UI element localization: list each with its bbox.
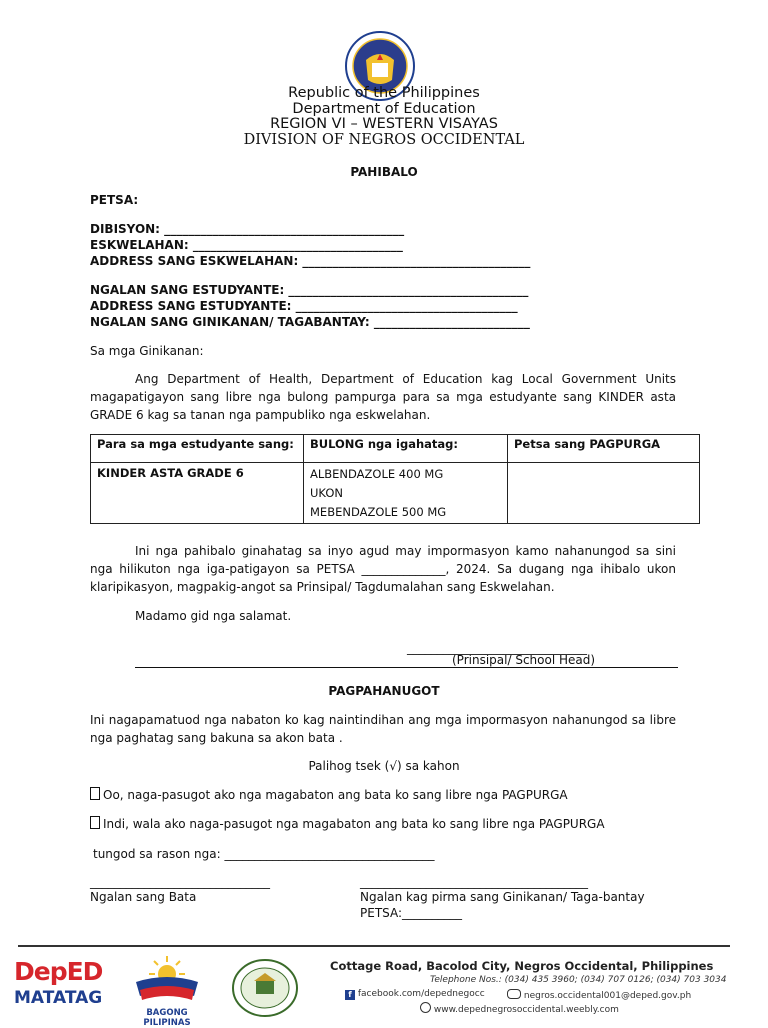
field-ngalan-ginikanan: NGALAN SANG GINIKANAN/ TAGABANTAY: __________________________ bbox=[90, 315, 530, 329]
option-no bbox=[90, 816, 605, 832]
option-yes bbox=[90, 787, 568, 803]
deped-logo-text: DepED bbox=[14, 957, 103, 986]
medicine-line: MEBENDAZOLE 500 MG bbox=[310, 505, 447, 519]
paragraph-info bbox=[90, 542, 676, 596]
header-division: DIVISION OF NEGROS OCCIDENTAL bbox=[243, 132, 525, 148]
matatag-logo-text: MATATAG bbox=[14, 988, 103, 1008]
field-ngalan-estudyante: NGALAN SANG ESTUDYANTE: ________________________________________ bbox=[90, 283, 529, 297]
option-yes-label: Oo, naga-pasugot ako nga magabaton ang bata ko sang libre nga PAGPURGA bbox=[103, 788, 568, 802]
header-republic: Republic of the Philippines bbox=[288, 85, 480, 101]
footer-email bbox=[507, 989, 691, 1001]
footer-divider bbox=[18, 945, 730, 947]
checkbox-yes[interactable] bbox=[90, 787, 100, 800]
thanks-text: Madamo gid nga salamat. bbox=[135, 609, 292, 623]
footer-website-text[interactable]: www.depednegrosoccidental.weebly.com bbox=[433, 1005, 619, 1015]
document-title: PAHIBALO bbox=[350, 165, 418, 179]
medicine-line: ALBENDAZOLE 400 MG bbox=[310, 467, 444, 481]
parent-signature-line: ______________________________________ bbox=[360, 875, 588, 889]
child-name-line: ______________________________ bbox=[90, 875, 270, 889]
header-department: Department of Education bbox=[292, 101, 476, 117]
paragraph-info-text: Ini nga pahibalo ginahatag sa inyo agud may impormasyon kamo nahanungod sa sini nga hilikuton nga iga-patigayon sa PETSA ______________, 2024. Sa dugang nga ihibalo ukon klaripikasyon, magpakig-angot sa Prinsipal/ Tagdumalahan sang Eskwelahan. bbox=[90, 544, 676, 594]
bagong-pilipinas-text: BAGONG PILIPINAS bbox=[143, 1008, 191, 1028]
principal-label: (Prinsipal/ School Head) bbox=[452, 653, 596, 667]
bagong-pilipinas-logo bbox=[122, 952, 212, 1028]
table-header-grade: Para sa mga estudyante sang: bbox=[91, 435, 304, 463]
footer-telephone: Telephone Nos.: (034) 435 3960; (034) 707 0126; (034) 703 3034 bbox=[430, 975, 727, 985]
field-dibisyon: DIBISYON: ________________________________________ bbox=[90, 222, 405, 236]
parent-signature-label: Ngalan kag pirma sang Ginikanan/ Taga-bantay bbox=[360, 890, 645, 904]
deped-matatag-logo bbox=[14, 958, 114, 1018]
paragraph-announcement bbox=[90, 370, 676, 424]
table-cell-grade: KINDER ASTA GRADE 6 bbox=[91, 463, 304, 524]
footer-facebook bbox=[345, 989, 485, 1000]
field-eskwelahan: ESKWELAHAN: ___________________________________ bbox=[90, 238, 403, 252]
checkbox-no[interactable] bbox=[90, 816, 100, 829]
table-header-medicine: BULONG nga igahatag: bbox=[304, 435, 508, 463]
email-icon bbox=[507, 989, 521, 999]
field-petsa: PETSA: bbox=[90, 193, 139, 207]
reply-paragraph: Ini nagapamatuod nga nabaton ko kag naintindihan ang mga impormasyon nahanungod sa libre nga paghatag sang bakuna sa akon bata . bbox=[90, 713, 676, 745]
table-header-date: Petsa sang PAGPURGA bbox=[508, 435, 700, 463]
header-region: REGION VI – WESTERN VISAYAS bbox=[270, 116, 498, 132]
footer-website bbox=[420, 1002, 619, 1015]
table-cell-date bbox=[508, 463, 700, 524]
option-no-label: Indi, wala ako naga-pasugot nga magabaton ang bata ko sang libre nga PAGPURGA bbox=[103, 817, 605, 831]
bagong-pilipinas-emblem-icon bbox=[122, 952, 212, 1002]
medicine-line: UKON bbox=[310, 486, 343, 500]
reply-title: PAGPAHANUGOT bbox=[328, 684, 440, 698]
parent-petsa-field: PETSA:__________ bbox=[360, 906, 463, 920]
footer-address: Cottage Road, Bacolod City, Negros Occidental, Philippines bbox=[330, 959, 714, 973]
footer-email-text[interactable]: negros.occidental001@deped.gov.ph bbox=[523, 991, 692, 1001]
salutation: Sa mga Ginikanan: bbox=[90, 344, 204, 358]
table-cell-medicine bbox=[304, 463, 508, 524]
principal-signature-line: ______________________________ bbox=[407, 641, 587, 655]
section-divider bbox=[135, 667, 678, 668]
globe-icon bbox=[420, 1002, 431, 1013]
facebook-icon: f bbox=[345, 990, 355, 1000]
paragraph-announcement-text: Ang Department of Health, Department of Education kag Local Government Units magapatigayon sang libre nga bulong pampurga para sa mga estudyante sang KINDER asta GRADE 6 kag sa tanan nga pampubliko nga eskwelahan. bbox=[90, 372, 676, 422]
child-name-label: Ngalan sang Bata bbox=[90, 890, 197, 904]
check-instruction: Palihog tsek (√) sa kahon bbox=[308, 759, 460, 773]
field-address-estudyante: ADDRESS SANG ESTUDYANTE: _____________________________________ bbox=[90, 299, 518, 313]
reason-field: tungod sa rason nga: ___________________________________ bbox=[93, 847, 435, 861]
field-address-eskwelahan: ADDRESS SANG ESKWELAHAN: ______________________________________ bbox=[90, 254, 531, 268]
deworming-table bbox=[90, 434, 700, 524]
division-seal-logo bbox=[230, 958, 300, 1018]
footer-facebook-text[interactable]: facebook.com/depednegocc bbox=[357, 989, 485, 999]
